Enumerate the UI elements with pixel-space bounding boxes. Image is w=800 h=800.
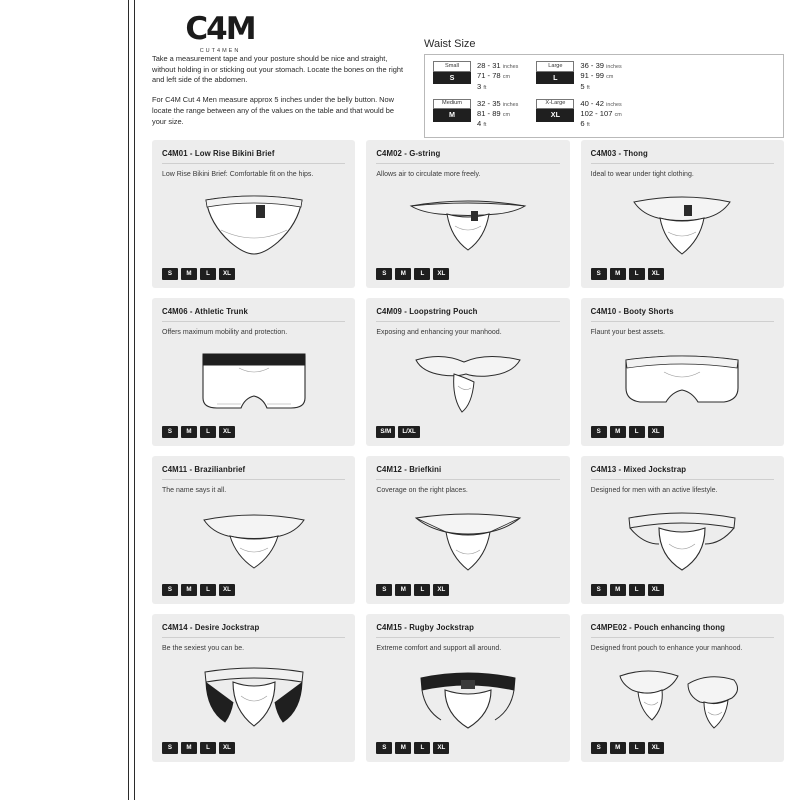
size-extra-unit: ft (586, 122, 590, 129)
booty-shorts-icon (581, 344, 784, 422)
product-description: Designed front pouch to enhance your manhood. (590, 645, 743, 652)
divider (376, 321, 559, 322)
size-inches: 40 - 42 (580, 98, 605, 108)
size-badge[interactable]: S (162, 742, 178, 754)
size-cm-unit: cm (502, 74, 510, 81)
size-badge[interactable]: M (181, 268, 197, 280)
size-tag-group (433, 99, 471, 122)
product-card[interactable] (366, 298, 569, 446)
product-title: C4MPE02 - Pouch enhancing thong (590, 623, 726, 632)
waist-size-table (424, 54, 784, 138)
size-badge[interactable]: L (414, 742, 430, 754)
product-title: C4M01 - Low Rise Bikini Brief (162, 149, 275, 158)
size-badge[interactable]: XL (433, 268, 449, 280)
thong-icon (581, 186, 784, 264)
size-badge[interactable]: XL (433, 742, 449, 754)
size-badge[interactable]: M (610, 426, 626, 438)
product-grid (152, 140, 784, 762)
size-badges (591, 426, 664, 438)
product-card[interactable] (152, 140, 355, 288)
size-extra-unit: ft (586, 84, 590, 91)
size-extra: 5 (580, 81, 585, 91)
size-badge[interactable]: M (181, 584, 197, 596)
size-badge[interactable]: S (162, 426, 178, 438)
size-cm: 91 - 99 (580, 71, 605, 81)
size-badges (162, 584, 235, 596)
product-title: C4M15 - Rugby Jockstrap (376, 623, 474, 632)
product-title: C4M02 - G-string (376, 149, 441, 158)
size-cm-unit: cm (614, 112, 622, 119)
size-badge[interactable]: S (591, 742, 607, 754)
size-values (580, 99, 621, 130)
logo-subtitle: CUT4MEN (199, 48, 241, 54)
left-rule-inner (134, 0, 135, 800)
size-values (477, 61, 518, 92)
size-values (580, 61, 621, 92)
size-badges (376, 268, 449, 280)
size-badge[interactable]: S/M (376, 426, 395, 438)
size-badge[interactable]: S (591, 426, 607, 438)
size-cm: 71 - 78 (477, 71, 501, 81)
product-card[interactable] (152, 456, 355, 604)
size-extra-unit: ft (483, 84, 487, 91)
product-card[interactable] (581, 456, 784, 604)
size-badge[interactable]: XL (648, 268, 664, 280)
size-badge[interactable]: L (200, 742, 216, 754)
briefkini-icon (366, 502, 569, 580)
size-badge[interactable]: XL (219, 742, 235, 754)
product-title: C4M11 - Brazilianbrief (162, 465, 246, 474)
size-badge[interactable]: L (414, 584, 430, 596)
size-badge[interactable]: XL (648, 426, 664, 438)
size-badge[interactable]: L (200, 268, 216, 280)
size-badges (591, 268, 664, 280)
product-card[interactable] (366, 140, 569, 288)
size-badges (376, 742, 449, 754)
size-name: X-Large (536, 99, 574, 110)
size-badge[interactable]: S (591, 584, 607, 596)
product-description: Extreme comfort and support all around. (376, 645, 502, 652)
product-title: C4M06 - Athletic Trunk (162, 307, 248, 316)
product-title: C4M03 - Thong (590, 149, 648, 158)
bikini-brief-icon (152, 186, 355, 264)
product-description: Low Rise Bikini Brief: Comfortable fit on the hips. (162, 171, 314, 178)
size-badge[interactable]: M (610, 268, 626, 280)
loopstring-pouch-icon (366, 344, 569, 422)
size-inches: 36 - 39 (580, 61, 605, 70)
size-badge[interactable]: M (610, 584, 626, 596)
size-badge[interactable]: L (414, 268, 430, 280)
size-inches: 32 - 35 (477, 98, 501, 108)
size-badges (376, 426, 419, 438)
product-description: Allows air to circulate more freely. (376, 171, 481, 178)
size-badge[interactable]: M (395, 742, 411, 754)
size-cm: 81 - 89 (477, 109, 501, 119)
size-code: XL (536, 109, 574, 121)
product-card[interactable] (581, 140, 784, 288)
size-badge[interactable]: M (395, 584, 411, 596)
size-code: L (536, 72, 574, 84)
size-badge[interactable]: S (591, 268, 607, 280)
product-description: Flaunt your best assets. (590, 329, 665, 336)
product-card[interactable] (581, 298, 784, 446)
size-inches-unit: inches (502, 101, 519, 108)
size-row-medium (433, 99, 518, 130)
divider (591, 321, 774, 322)
product-description: Be the sexiest you can be. (162, 645, 245, 652)
size-badge[interactable]: XL (219, 426, 235, 438)
size-badge[interactable]: XL (648, 742, 664, 754)
size-badge[interactable]: M (610, 742, 626, 754)
size-cm: 102 - 107 (580, 109, 613, 119)
size-badges (591, 584, 664, 596)
size-badges (376, 584, 449, 596)
page-header (152, 0, 784, 140)
divider (591, 163, 774, 164)
size-badge[interactable]: XL (433, 584, 449, 596)
size-badge[interactable]: S (162, 268, 178, 280)
size-badge[interactable]: L/XL (398, 426, 419, 438)
athletic-trunk-icon (152, 344, 355, 422)
size-badge[interactable]: S (376, 268, 392, 280)
intro-paragraph-2: For C4M Cut 4 Men measure approx 5 inches under the belly button. Now locate the range between any of the values on the table and that would be your size. (152, 95, 395, 126)
g-string-icon (366, 186, 569, 264)
size-badges (162, 268, 235, 280)
desire-jockstrap-icon (152, 660, 355, 738)
waist-col-left (433, 61, 518, 130)
divider (591, 637, 774, 638)
size-badges (591, 742, 664, 754)
divider (591, 479, 774, 480)
intro-text (152, 54, 410, 136)
product-card[interactable] (581, 614, 784, 762)
divider (376, 637, 559, 638)
size-badge[interactable]: XL (219, 268, 235, 280)
size-inches-unit: inches (606, 101, 622, 108)
product-description: Coverage on the right places. (376, 487, 468, 494)
rugby-jockstrap-icon (366, 660, 569, 738)
size-badge[interactable]: L (629, 742, 645, 754)
size-code: S (433, 72, 471, 84)
brand-logo (160, 11, 280, 54)
size-tag-group (536, 99, 574, 122)
waist-size-title: Waist Size (424, 38, 476, 50)
product-title: C4M09 - Loopstring Pouch (376, 307, 478, 316)
size-badge[interactable]: S (376, 742, 392, 754)
size-badge[interactable]: L (200, 584, 216, 596)
product-description: The name says it all. (162, 487, 227, 494)
size-badges (162, 426, 235, 438)
page-content (152, 0, 784, 800)
divider (162, 321, 345, 322)
waist-size-panel (424, 38, 784, 138)
size-inches-unit: inches (606, 64, 622, 70)
product-title: C4M12 - Briefkini (376, 465, 442, 474)
divider (162, 479, 345, 480)
size-badge[interactable]: S (162, 584, 178, 596)
size-values (477, 99, 518, 130)
size-extra: 6 (580, 119, 585, 129)
size-name: Large (536, 61, 574, 72)
left-rule-outer (128, 0, 129, 800)
size-name: Small (433, 61, 471, 72)
product-description: Exposing and enhancing your manhood. (376, 329, 502, 336)
size-row-large (536, 61, 621, 92)
divider (162, 163, 345, 164)
size-badge[interactable]: M (181, 742, 197, 754)
product-card[interactable] (366, 456, 569, 604)
product-title: C4M10 - Booty Shorts (590, 307, 674, 316)
size-badge[interactable]: XL (648, 584, 664, 596)
size-inches: 28 - 31 (477, 61, 501, 70)
product-card[interactable] (366, 614, 569, 762)
size-extra: 4 (477, 119, 482, 129)
intro-paragraph-1: Take a measurement tape and your posture should be nice and straight, without holding in or sticking out your stomach. Locate the bones on the right and left side of the abdomen. (152, 54, 404, 85)
divider (162, 637, 345, 638)
product-card[interactable] (152, 298, 355, 446)
size-badge[interactable]: XL (219, 584, 235, 596)
logo-text: C4M (185, 11, 255, 47)
size-badge[interactable]: L (200, 426, 216, 438)
size-tag-group (433, 61, 471, 84)
size-row-small (433, 61, 518, 92)
size-badges (162, 742, 235, 754)
product-description: Designed for men with an active lifestyle. (590, 487, 718, 494)
size-extra: 3 (477, 81, 482, 91)
product-title: C4M14 - Desire Jockstrap (162, 623, 260, 632)
mixed-jockstrap-icon (581, 502, 784, 580)
size-badge[interactable]: L (629, 268, 645, 280)
size-name: Medium (433, 99, 471, 110)
size-extra-unit: ft (483, 122, 487, 129)
waist-col-right (536, 61, 621, 130)
size-badge[interactable]: L (629, 426, 645, 438)
product-title: C4M13 - Mixed Jockstrap (590, 465, 687, 474)
size-cm-unit: cm (502, 112, 510, 119)
brazilian-brief-icon (152, 502, 355, 580)
size-badge[interactable]: M (395, 268, 411, 280)
divider (376, 479, 559, 480)
size-cm-unit: cm (606, 74, 614, 81)
divider (376, 163, 559, 164)
pouch-thong-icon (581, 660, 784, 738)
size-code: M (433, 109, 471, 121)
product-description: Offers maximum mobility and protection. (162, 329, 288, 336)
size-badge[interactable]: M (181, 426, 197, 438)
product-description: Ideal to wear under tight clothing. (590, 171, 694, 178)
product-card[interactable] (152, 614, 355, 762)
size-inches-unit: inches (502, 64, 519, 70)
size-badge[interactable]: S (376, 584, 392, 596)
size-row-xlarge (536, 99, 621, 130)
size-tag-group (536, 61, 574, 84)
size-badge[interactable]: L (629, 584, 645, 596)
